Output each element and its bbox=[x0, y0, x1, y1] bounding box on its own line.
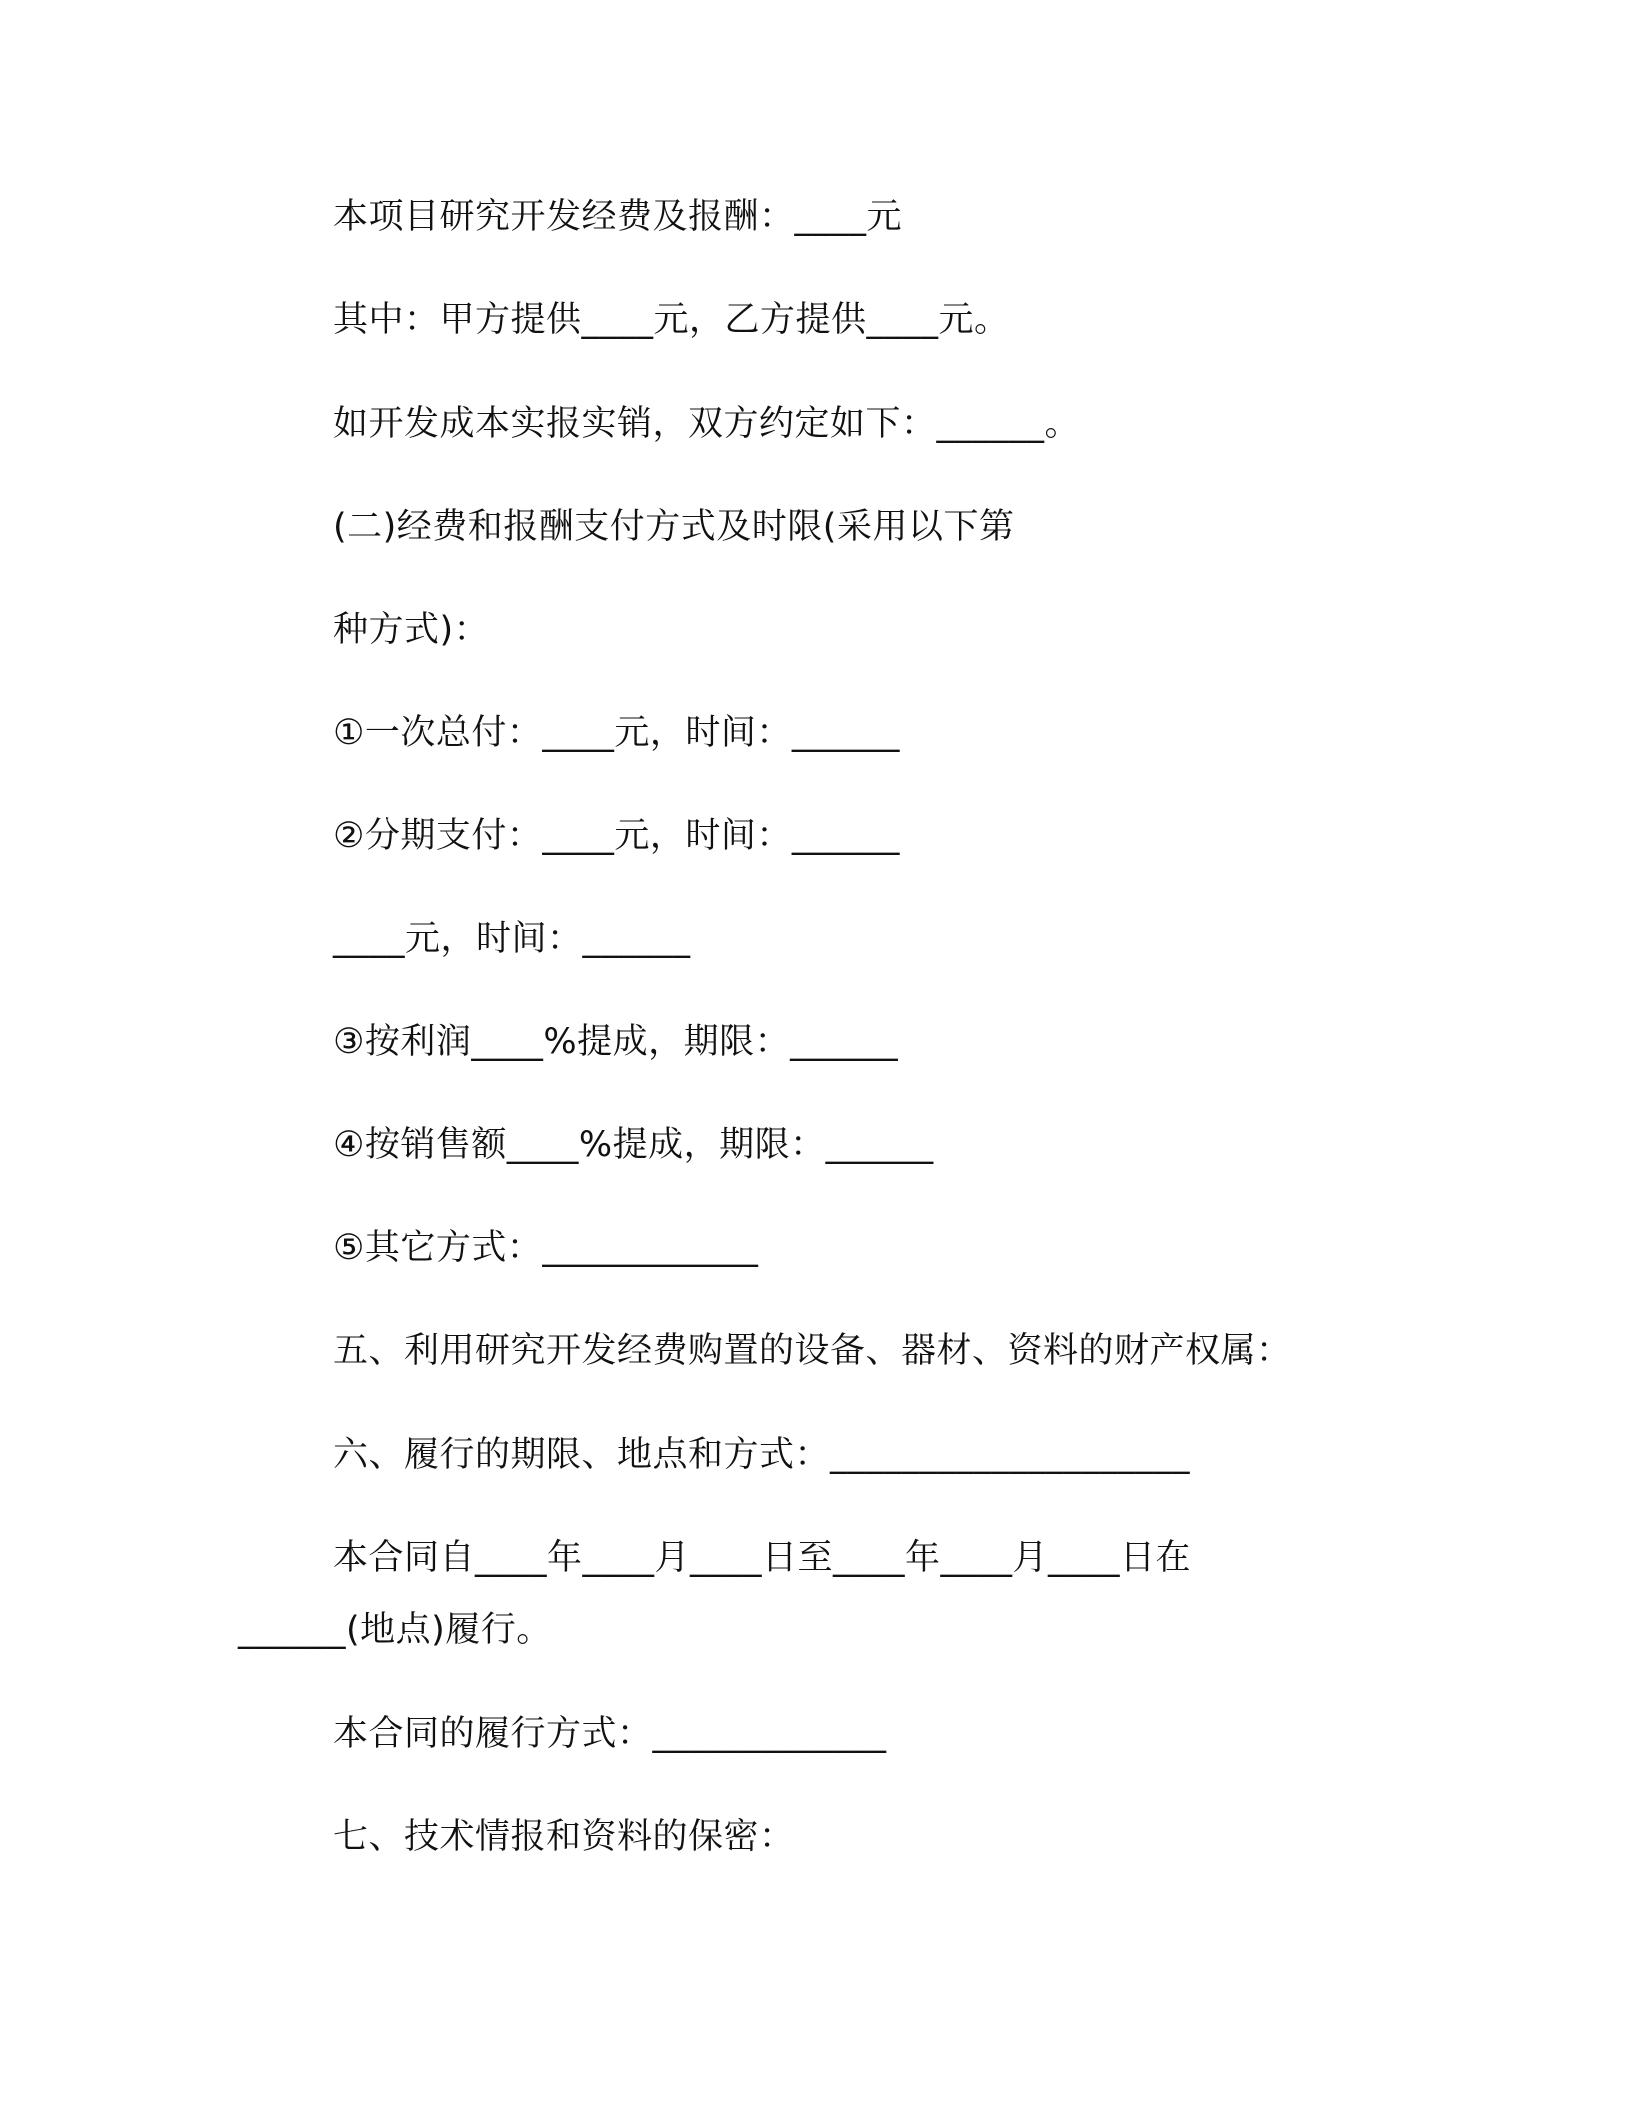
text-line-sales-share: ④按销售额____%提成，期限：______ bbox=[333, 1125, 934, 1165]
text-line-installments: ②分期支付：____元，时间：______ bbox=[333, 816, 900, 856]
text-line-rd-fee: 本项目研究开发经费及报酬：____元 bbox=[333, 197, 903, 237]
text-line-lump-sum: ①一次总付：____元，时间：______ bbox=[333, 713, 900, 753]
text-line-section-seven: 七、技术情报和资料的保密： bbox=[333, 1817, 795, 1857]
text-line-payment-method-heading: (二)经费和报酬支付方式及时限(采用以下第 bbox=[333, 507, 1015, 547]
text-line-party-contributions: 其中：甲方提供____元，乙方提供____元。 bbox=[333, 300, 1010, 340]
text-line-section-five: 五、利用研究开发经费购置的设备、器材、资料的财产权属： bbox=[333, 1331, 1292, 1371]
text-line-section-six: 六、履行的期限、地点和方式：____________________ bbox=[333, 1435, 1191, 1475]
text-line-performance-method: 本合同的履行方式：_____________ bbox=[333, 1714, 887, 1754]
text-line-cost-reimbursement: 如开发成本实报实销，双方约定如下：______。 bbox=[333, 404, 1081, 444]
text-line-contract-location: ______(地点)履行。 bbox=[238, 1610, 552, 1650]
text-line-other-method: ⑤其它方式：____________ bbox=[333, 1228, 759, 1268]
text-line-installments-cont: ____元，时间：______ bbox=[333, 919, 691, 959]
text-line-contract-period: 本合同自____年____月____日至____年____月____日在 bbox=[333, 1538, 1192, 1578]
text-line-profit-share: ③按利润____%提成，期限：______ bbox=[333, 1022, 899, 1062]
text-line-payment-method-heading-cont: 种方式)： bbox=[333, 610, 490, 650]
